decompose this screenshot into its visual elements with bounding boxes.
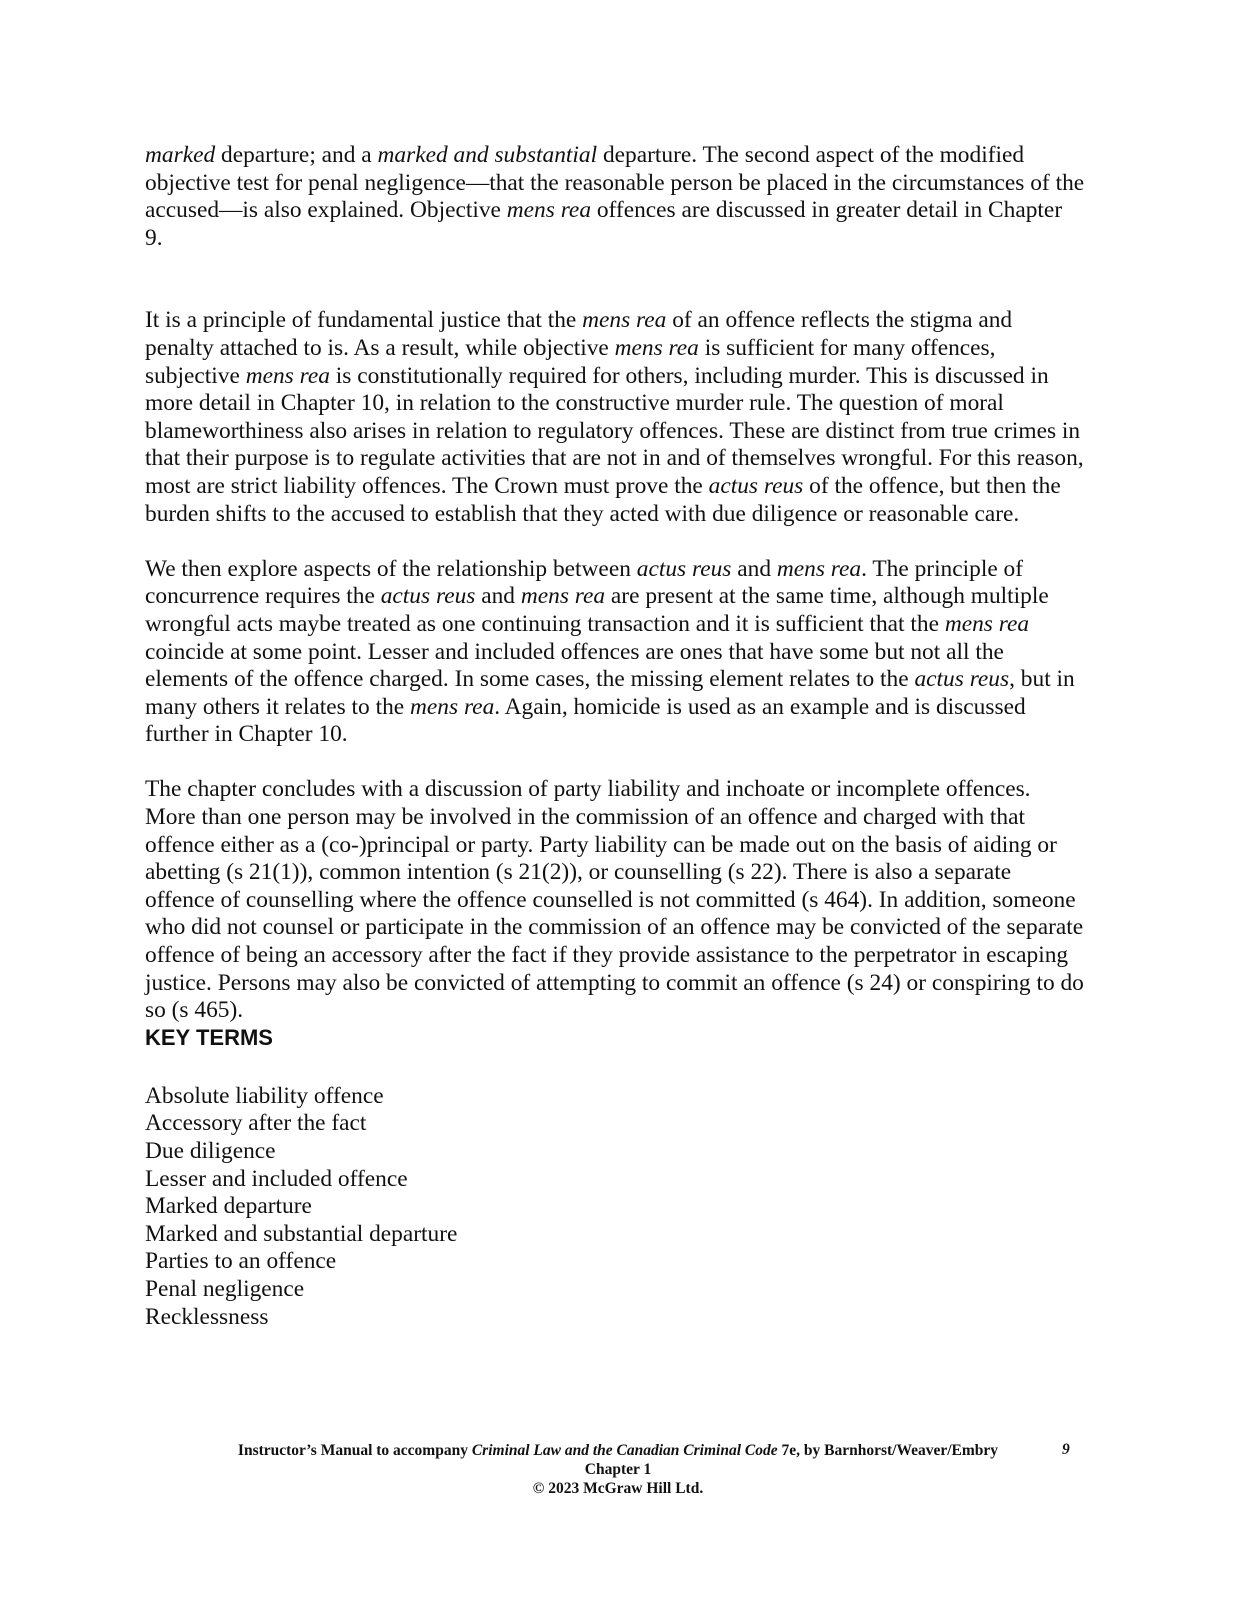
italic-term: mens rea bbox=[520, 583, 606, 610]
italic-term: actus reus bbox=[380, 583, 476, 610]
paragraph bbox=[145, 556, 1085, 749]
text-run: departure. The second aspect of the modified objective test for penal negligence—that the reasonable person be placed in the circumstances of the accused—is also explained. Objective bbox=[145, 142, 1085, 224]
text-run: and bbox=[731, 555, 777, 582]
italic-term: marked and substantial bbox=[377, 142, 598, 168]
key-terms-list bbox=[145, 1083, 1085, 1331]
text-run: The chapter concludes with a discussion of party liability and inchoate or incomplete offences. More than one person may be involved in the commission of an offence and charged with that offence either as a (co-)principal or party. Party liability can be made out on the basis of aiding or abetting (s 21(1)), common intention (s 21(2)), or counselling (s 22). There is also a separate offence of counselling where the offence counselled is not committed (s 464). In addition, someone who did not counsel or participate in the commission of an offence may be convicted of the separate offence of being an accessory after the fact if they provide assistance to the perpetrator in escaping justice. Persons may also be convicted of attempting to commit an offence (s 24) or conspiring to do so (s 465). bbox=[145, 776, 1084, 1024]
page-footer bbox=[0, 1441, 1236, 1498]
list-item: Parties to an offence bbox=[145, 1248, 337, 1275]
list-item: Absolute liability offence bbox=[145, 1082, 384, 1109]
footer-suffix: 7e, by Barnhorst/Weaver/Embry bbox=[777, 1442, 999, 1459]
text-run: and bbox=[475, 583, 521, 610]
text-run: , but in many others it relates to the bbox=[145, 666, 1075, 720]
text-run: is constitutionally required for others, including murder. This is discussed in more detail in Chapter 10, in relation to the constructive murder rule. The question of moral blameworthiness also arises in relation to regulatory offences. These are distinct from true crimes in that their purpose is to regulate activities that are not in and of themselves wrongful. For this reason, most are strict liability offences. The Crown must prove the bbox=[145, 362, 1084, 499]
text-run: . The principle of concurrence requires the bbox=[145, 555, 1024, 610]
document-body bbox=[145, 142, 1085, 1331]
list-item: Penal negligence bbox=[145, 1275, 305, 1302]
footer-copyright: © 2023 McGraw Hill Ltd. bbox=[532, 1480, 704, 1497]
italic-term: mens rea bbox=[582, 307, 667, 334]
italic-term: actus reus bbox=[708, 472, 804, 499]
list-item: Marked departure bbox=[145, 1193, 312, 1220]
footer-book-title: Criminal Law and the Canadian Criminal Code bbox=[471, 1442, 778, 1459]
footer-prefix: Instructor’s Manual to accompany bbox=[237, 1442, 472, 1459]
italic-term: mens rea bbox=[245, 362, 330, 389]
text-run: are present at the same time, although multiple wrongful acts maybe treated as one continuing transaction and it is sufficient that the bbox=[145, 583, 1049, 637]
text-run: of the offence, but then the burden shifts to the accused to establish that they acted with due diligence or reasonable care. bbox=[145, 472, 1061, 527]
text-run: . Again, homicide is used as an example and is discussed further in Chapter 10. bbox=[145, 693, 1026, 748]
italic-term: marked bbox=[145, 142, 216, 168]
list-item: Accessory after the fact bbox=[145, 1110, 367, 1137]
italic-term: mens rea bbox=[776, 555, 862, 582]
text-run: of an offence reflects the stigma and penalty attached to is. As a result, while objective bbox=[145, 307, 1013, 361]
italic-term: mens rea bbox=[614, 334, 699, 361]
italic-term: mens rea bbox=[944, 610, 1030, 637]
text-run: offences are discussed in greater detail in Chapter 9. bbox=[145, 197, 1063, 251]
text-run: It is a principle of fundamental justice that the bbox=[145, 307, 583, 334]
list-item: Recklessness bbox=[145, 1303, 269, 1330]
list-item: Due diligence bbox=[145, 1138, 276, 1164]
text-run: coincide at some point. Lesser and included offences are ones that have some but not all the elements of the offence charged. In some cases, the missing element relates to the bbox=[145, 638, 1004, 693]
paragraph bbox=[145, 142, 1085, 252]
italic-term: mens rea bbox=[506, 197, 592, 224]
list-item: Marked and substantial departure bbox=[145, 1220, 458, 1247]
footer-chapter: Chapter 1 bbox=[584, 1461, 652, 1478]
footer-citation bbox=[0, 1441, 1236, 1460]
text-run: is sufficient for many offences, subjective bbox=[145, 334, 996, 389]
text-run: departure; and a bbox=[215, 142, 378, 168]
text-run: We then explore aspects of the relationship between bbox=[145, 555, 637, 582]
key-terms-heading: KEY TERMS bbox=[145, 1024, 273, 1050]
italic-term: mens rea bbox=[410, 693, 495, 720]
italic-term: actus reus bbox=[914, 666, 1010, 693]
paragraph bbox=[145, 776, 1085, 1024]
page-number: 9 bbox=[1062, 1441, 1070, 1458]
list-item: Lesser and included offence bbox=[145, 1165, 408, 1192]
italic-term: actus reus bbox=[636, 555, 732, 582]
paragraph bbox=[145, 307, 1085, 528]
